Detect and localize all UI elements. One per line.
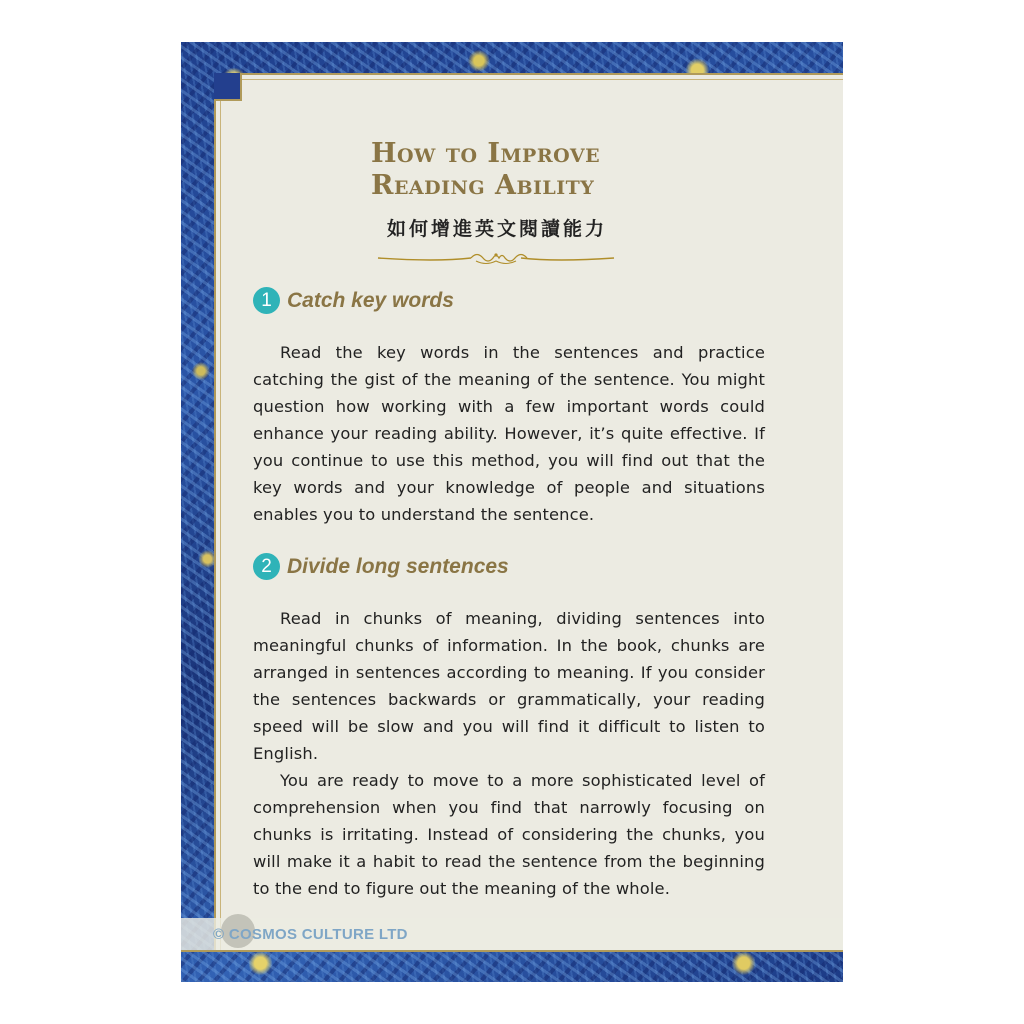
- section-2-title: Divide long sentences: [287, 554, 509, 578]
- section-2-paragraph-2: You are ready to move to a more sophisticated level of comprehension when you find that narrowly focusing on chunks is irritating. Instead of considering the chunks, you will make it a habit to read the sentence from the beginning to the end to figure out the meaning of the whole.: [253, 771, 765, 898]
- copyright-watermark: © COSMOS CULTURE LTD: [213, 926, 408, 943]
- ornament-divider-icon: [376, 249, 616, 267]
- section-1-heading: [253, 287, 454, 314]
- decorative-corner: [214, 73, 242, 101]
- title-line-2: Reading Ability: [371, 170, 595, 201]
- section-2-number-badge: 2: [253, 553, 280, 580]
- section-2-body: [253, 605, 765, 902]
- section-2-heading: [253, 553, 509, 580]
- page-title: [371, 138, 600, 202]
- title-line-1: How to Improve: [371, 138, 601, 169]
- section-1-paragraph: Read the key words in the sentences and practice catching the gist of the meaning of the sentence. You might question how working with a few important words could enhance your reading ability. However, it’s quite effective. If you continue to use this method, you will find out that the key words and your knowledge of people and situations enables you to understand the sentence.: [253, 343, 765, 524]
- footer-rule: [181, 950, 843, 952]
- chinese-subtitle: 如何增進英文閱讀能力: [387, 218, 608, 240]
- section-2-paragraph-1: Read in chunks of meaning, dividing sentences into meaningful chunks of information. In the book, chunks are arranged in sentences according to meaning. If you consider the sentences backwards or grammatically, your reading speed will be slow and you will find it difficult to listen to English.: [253, 609, 765, 763]
- section-1-number-badge: 1: [253, 287, 280, 314]
- section-1-body: [253, 339, 765, 528]
- book-page: [181, 42, 843, 982]
- section-1-title: Catch key words: [287, 288, 454, 312]
